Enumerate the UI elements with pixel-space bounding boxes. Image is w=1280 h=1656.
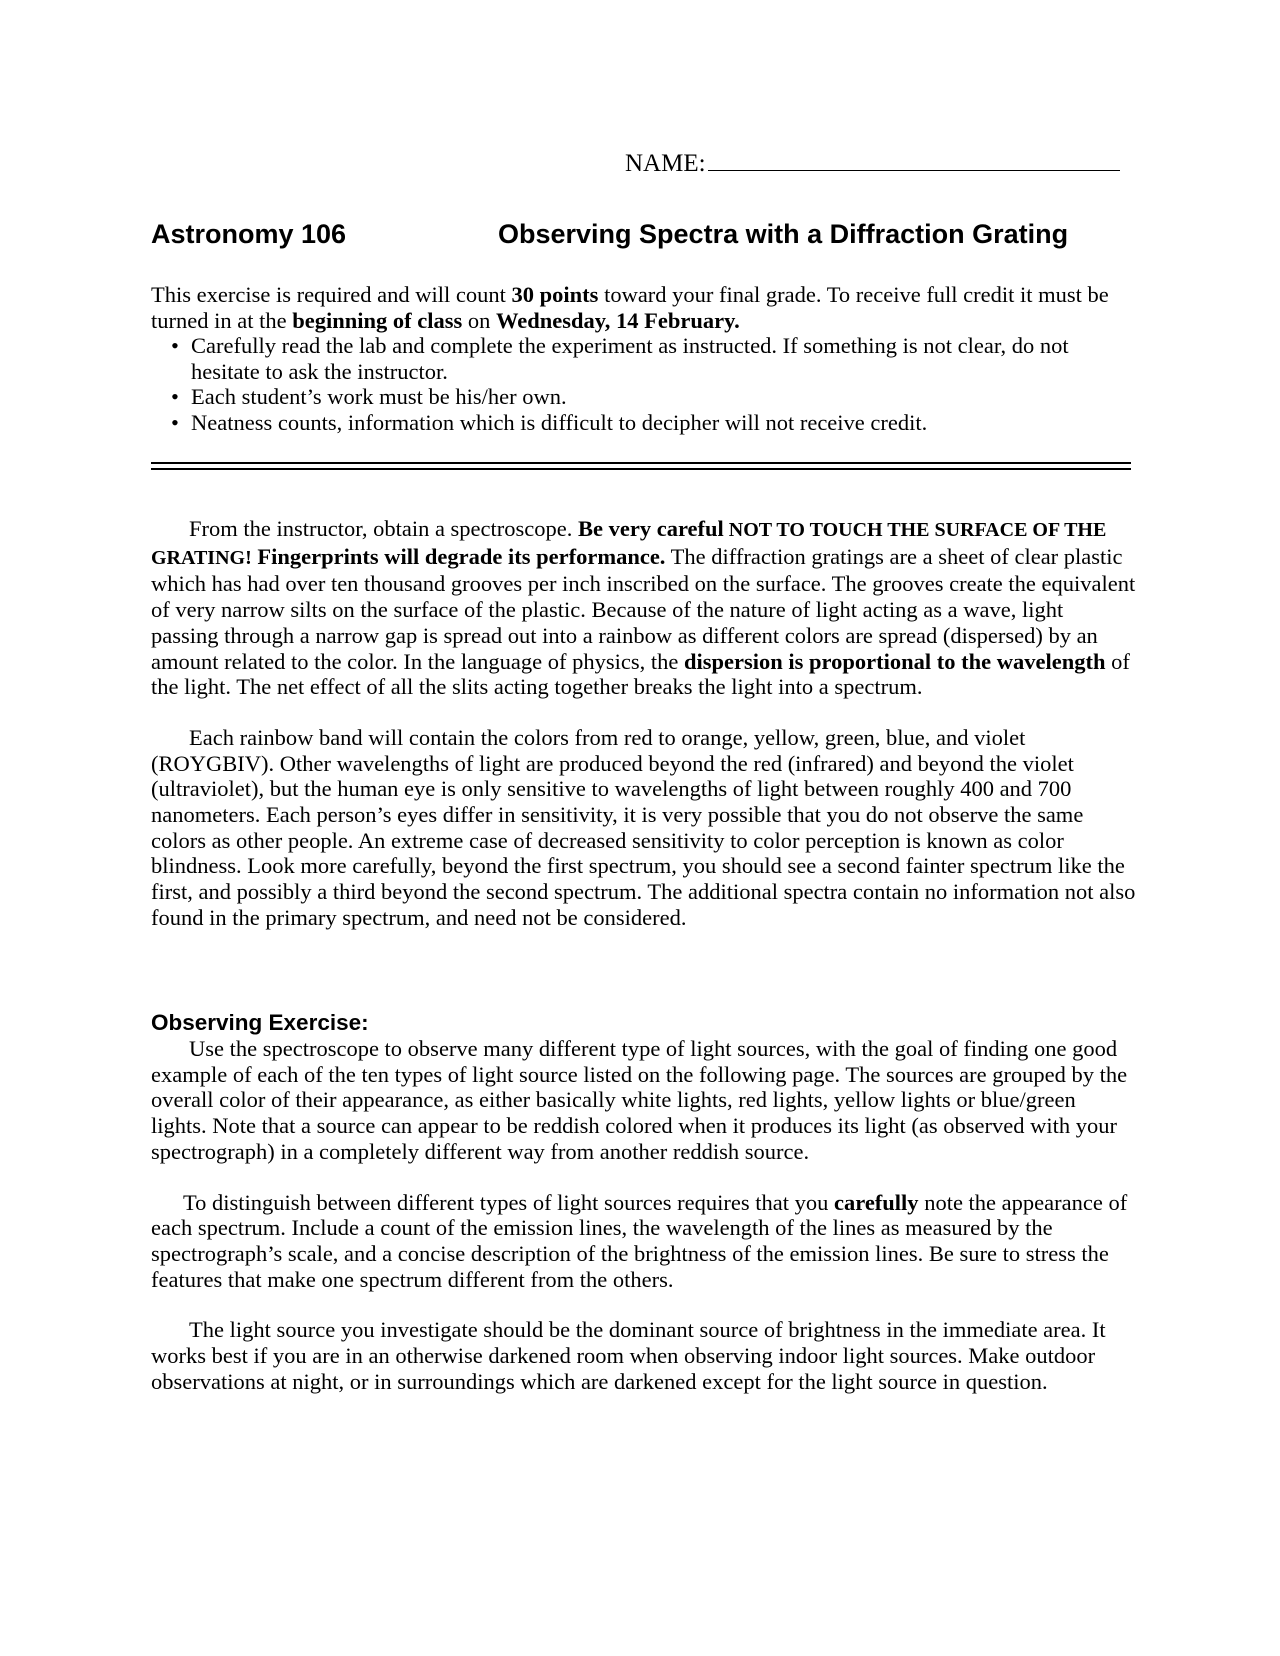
bullet-icon: • [171, 384, 179, 409]
intro-paragraph: This exercise is required and will count 30 points toward your final grade. To receive full credit it must be turned in at the beginning of class on Wednesday, 14 February. [151, 282, 1109, 333]
bullet-icon: • [171, 409, 179, 435]
list-item: • Carefully read the lab and complete the experiment as instructed. If something is not clear, do not hesitate to ask the instructor. [171, 333, 1069, 384]
list-item: • Neatness counts, information which is difficult to decipher will not receive credit. [171, 409, 928, 435]
name-blank-line [708, 148, 1120, 171]
name-field [625, 148, 1131, 179]
paragraph-light-source: The light source you investigate should be the dominant source of brightness in the immediate area. It works best if you are in an otherwise darkened room when observing indoor light sources. Make outdoor observations at night, or in surroundings which are darkened except for the light source in question. [151, 1317, 1106, 1394]
intro-body [151, 516, 1136, 931]
bullet-icon: • [171, 333, 179, 358]
paragraph-distinguish: To distinguish between different types of light sources requires that you carefully note the appearance of each spectrum. Include a count of the emission lines, the wavelength of the lines as measured by the spectrograph’s scale, and a concise description of the brightness of the emission lines. Be sure to stress the features that make one spectrum different from the others. [151, 1189, 1128, 1292]
lab-title: Observing Spectra with a Diffraction Grating [498, 219, 1069, 249]
intro-section [151, 282, 1136, 435]
instruction-list [151, 333, 1136, 435]
section-heading: Observing Exercise: [151, 1010, 369, 1035]
exercise-body [151, 1036, 1136, 1394]
double-rule-divider [151, 462, 1131, 470]
paragraph-spectroscope: From the instructor, obtain a spectroscope. Be very careful NOT TO TOUCH THE SURFACE OF THE GRATING! Fingerprints will degrade its performance. The diffraction gratings are a sheet of clear plastic which has had over ten thousand grooves per inch inscribed on the surface. The grooves create the equivalent of very narrow silts on the surface of the plastic. Because of the nature of light acting as a wave, light passing through a narrow gap is spread out into a rainbow as different colors are spread (dispersed) by an amount related to the color. In the language of physics, the dispersion is proportional to the wavelength of the light. The net effect of all the slits acting together breaks the light into a spectrum. [151, 516, 1136, 700]
list-item: • Each student’s work must be his/her own. [171, 384, 567, 409]
course-title: Astronomy 106 [151, 219, 347, 249]
name-label: NAME: [625, 150, 706, 177]
paragraph-sources: Use the spectroscope to observe many different type of light sources, with the goal of finding one good example of each of the ten types of light source listed on the following page. The sources are grouped by the overall color of their appearance, as either basically white lights, red lights, yellow lights or blue/green lights. Note that a source can appear to be reddish colored when it produces its light (as observed with your spectrograph) in a completely different way from another reddish source. [151, 1036, 1128, 1164]
paragraph-rainbow: Each rainbow band will contain the colors from red to orange, yellow, green, blue, and violet (ROYGBIV). Other wavelengths of light are produced beyond the red (infrared) and beyond the violet (ultraviolet), but the human eye is only sensitive to wavelengths of light between roughly 400 and 700 nanometers. Each person’s eyes differ in sensitivity, it is very possible that you do not observe the same colors as other people. An extreme case of decreased sensitivity to color perception is known as color blindness. Look more carefully, beyond the first spectrum, you should see a second fainter spectrum like the first, and possibly a third beyond the second spectrum. The additional spectra contain no information not also found in the primary spectrum, and need not be considered. [151, 724, 1136, 930]
